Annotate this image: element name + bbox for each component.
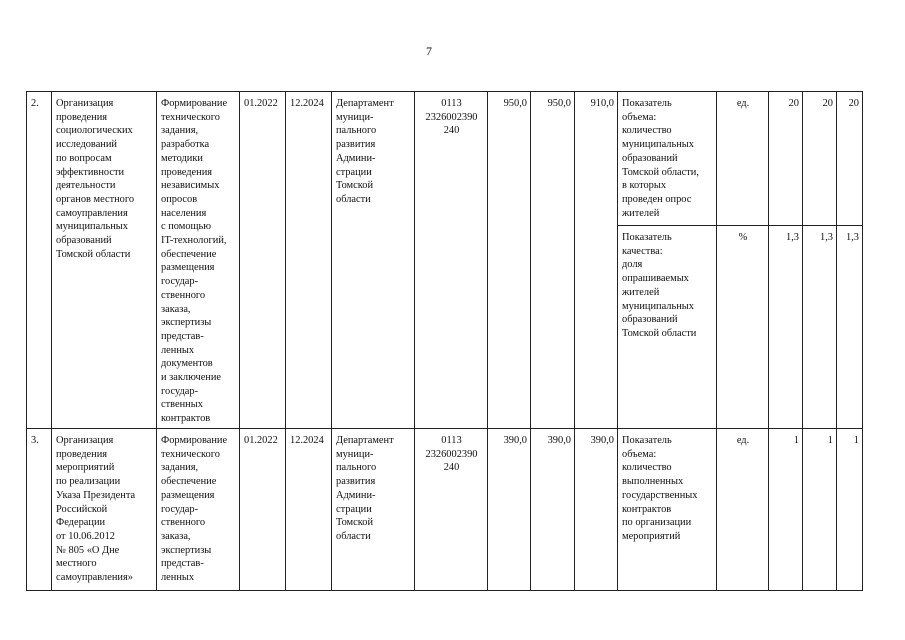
row-number: 3. — [27, 429, 52, 591]
indicator-value-1: 20 — [769, 92, 803, 226]
start-date: 01.2022 — [240, 429, 286, 591]
end-date: 12.2024 — [286, 92, 332, 429]
budget-code: 0113 2326002390 240 — [415, 429, 488, 591]
funding-year-1: 390,0 — [488, 429, 531, 591]
funding-year-3: 390,0 — [575, 429, 618, 591]
indicator-value-2: 1,3 — [803, 226, 837, 429]
indicator-value-2: 1 — [803, 429, 837, 591]
page-number: 7 — [426, 44, 432, 58]
indicator-value-1: 1,3 — [769, 226, 803, 429]
indicator-unit: ед. — [717, 429, 769, 591]
executor: Департамент муници- пального развития Админи- страции Томской области — [332, 92, 415, 429]
indicator-value-3: 1 — [837, 429, 863, 591]
start-date: 01.2022 — [240, 92, 286, 429]
activity-name: Организация проведения мероприятий по реализации Указа Президента Российской Федерации от 10.06.2012 № 805 «О Дне местного самоуправления» — [52, 429, 157, 591]
activity-description: Формирование технического задания, разработка методики проведения независимых опросов населения с помощью IT-технологий, обеспечение размещения государ- ственного заказа, экспертизы представ- ленных документов и заключение государ- ственных контрактов — [157, 92, 240, 429]
budget-code: 0113 2326002390 240 — [415, 92, 488, 429]
funding-year-2: 950,0 — [531, 92, 575, 429]
table-row — [27, 92, 863, 226]
program-activities-table — [26, 91, 863, 591]
end-date: 12.2024 — [286, 429, 332, 591]
funding-year-2: 390,0 — [531, 429, 575, 591]
activity-name: Организация проведения социологических исследований по вопросам эффективности деятельности органов местного самоуправления муниципальных образований Томской области — [52, 92, 157, 429]
indicator-name: Показатель качества: доля опрашиваемых жителей муниципальных образований Томской области — [618, 226, 717, 429]
funding-year-1: 950,0 — [488, 92, 531, 429]
indicator-name: Показатель объема: количество выполненных государственных контрактов по организации мероприятий — [618, 429, 717, 591]
indicator-value-3: 20 — [837, 92, 863, 226]
funding-year-3: 910,0 — [575, 92, 618, 429]
executor: Департамент муници- пального развития Админи- страции Томской области — [332, 429, 415, 591]
table-row — [27, 429, 863, 591]
indicator-name: Показатель объема: количество муниципальных образований Томской области, в которых проведен опрос жителей — [618, 92, 717, 226]
activity-description: Формирование технического задания, обеспечение размещения государ- ственного заказа, экспертизы представ- ленных — [157, 429, 240, 591]
row-number: 2. — [27, 92, 52, 429]
indicator-unit: % — [717, 226, 769, 429]
indicator-unit: ед. — [717, 92, 769, 226]
indicator-value-3: 1,3 — [837, 226, 863, 429]
indicator-value-1: 1 — [769, 429, 803, 591]
indicator-value-2: 20 — [803, 92, 837, 226]
